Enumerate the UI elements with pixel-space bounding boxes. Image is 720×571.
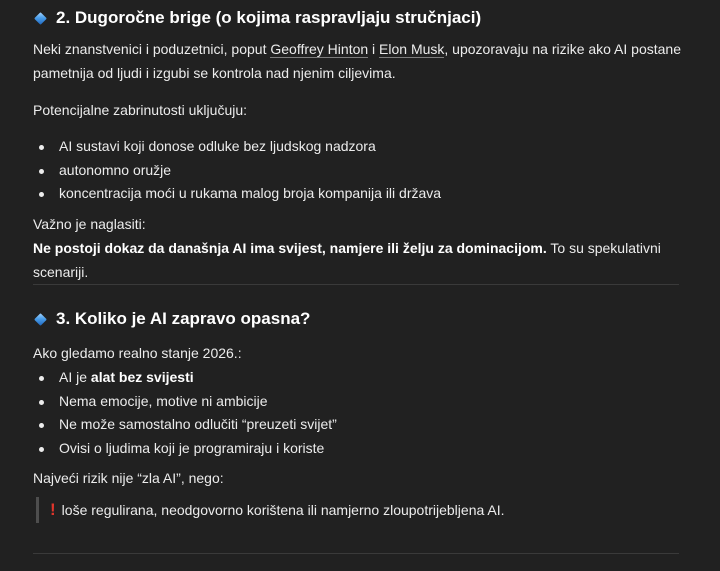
note-bold-text: Ne postoji dokaz da današnja AI ima svijest, namjere ili želju za dominacijom.	[33, 240, 547, 256]
blue-diamond-icon	[34, 313, 47, 326]
list-item: Nema emocije, motive ni ambicije	[33, 390, 337, 414]
list-item: AI sustavi koji donose odluke bez ljudskog nadzora	[33, 135, 441, 159]
section-divider	[33, 553, 679, 554]
risk-label: Najveći rizik nije “zla AI”, nego:	[33, 470, 224, 486]
list-item: autonomno oružje	[33, 159, 441, 183]
item-text: AI je	[59, 369, 91, 385]
quote-text: loše regulirana, neodgovorno korištena ili namjerno zloupotrijebljena AI.	[61, 502, 505, 518]
item-bold-text: alat bez svijesti	[90, 369, 194, 385]
section-divider	[33, 284, 679, 285]
link-elon-musk[interactable]: Elon Musk	[379, 41, 445, 57]
intro-text-end: , upozoravaju na rizike ako AI postane pametnija od ljudi i izgubi se kontrola nad njenim ciljevima.	[33, 41, 681, 81]
blue-diamond-icon	[34, 12, 47, 25]
list-item	[33, 366, 337, 390]
note-label: Važno je naglasiti:	[33, 216, 146, 232]
concerns-label: Potencijalne zabrinutosti uključuju:	[33, 102, 248, 118]
section-2-title: 2. Dugoročne brige (o kojima raspravljaju stručnjaci)	[56, 8, 482, 27]
intro-text-start: Neki znanstvenici i poduzetnici, poput	[33, 41, 271, 57]
note-statement	[33, 236, 683, 284]
section-3-intro: Ako gledamo realno stanje 2026.:	[33, 345, 242, 361]
section-3-title: 3. Koliko je AI zapravo opasna?	[56, 309, 311, 328]
section-3-heading	[33, 309, 310, 329]
list-item: Ovisi o ljudima koji je programiraju i koriste	[33, 437, 337, 461]
list-item: Ne može samostalno odlučiti “preuzeti svijet”	[33, 413, 337, 437]
intro-text-mid: i	[368, 41, 380, 57]
facts-list	[33, 366, 337, 460]
blockquote	[36, 497, 505, 523]
exclamation-icon: !	[50, 500, 56, 519]
concerns-list	[33, 135, 441, 206]
note-after-text: To su spekulativni scenariji.	[33, 240, 661, 280]
section-2-intro	[33, 37, 683, 85]
list-item: koncentracija moći u rukama malog broja kompanija ili država	[33, 182, 441, 206]
section-2-heading	[33, 8, 481, 28]
link-geoffrey-hinton[interactable]: Geoffrey Hinton	[270, 41, 369, 57]
